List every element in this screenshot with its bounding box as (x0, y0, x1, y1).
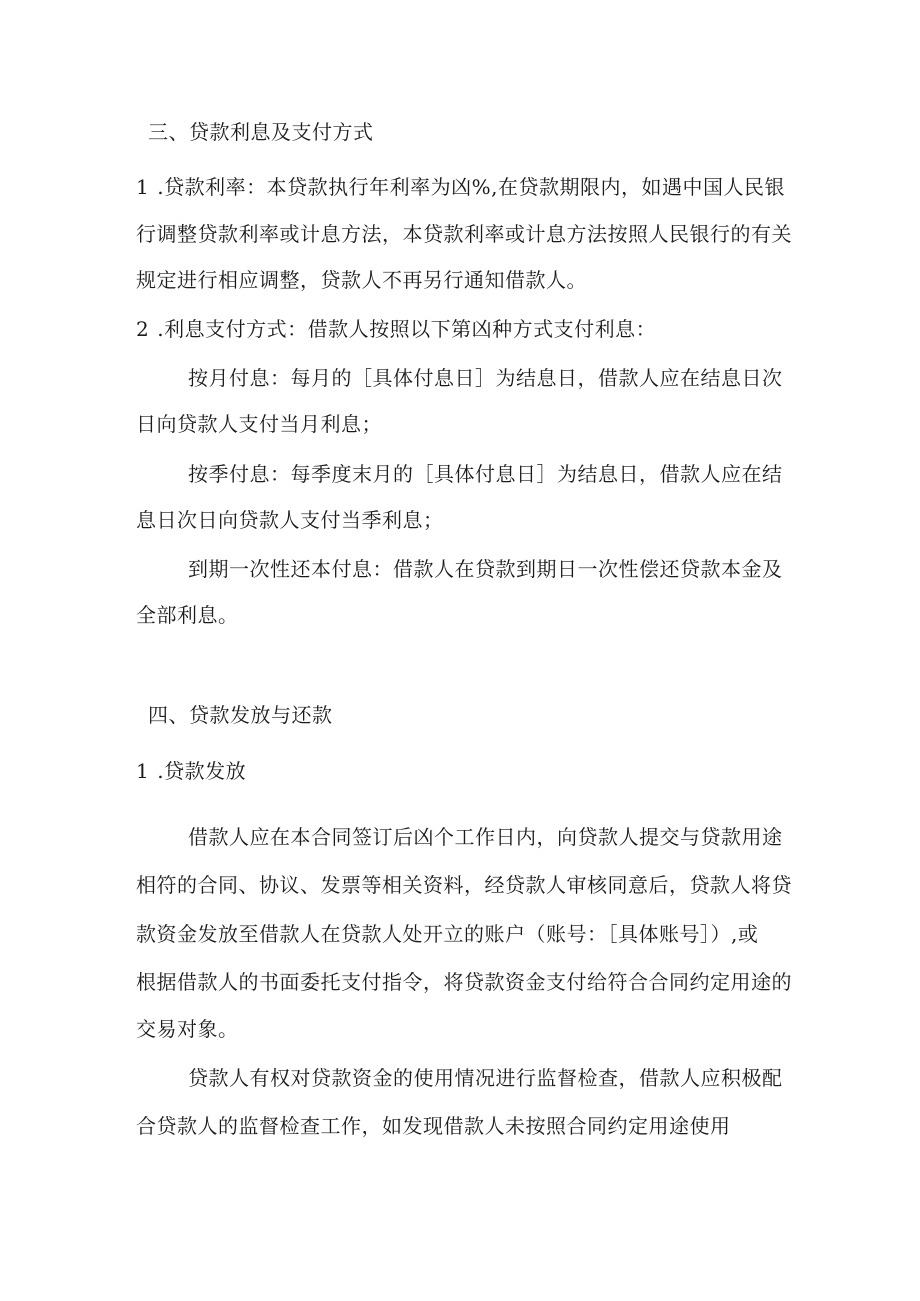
item-1-disbursement (136, 757, 246, 785)
paragraph-2-line-1: 贷款人有权对贷款资金的使用情况进行监督检查，借款人应积极配 (188, 1066, 783, 1090)
option-monthly-line-1: 按月付息：每月的［具体付息日］为结息日，借款人应在结息日次 (188, 366, 783, 390)
paragraph-1-line-5: 交易对象。 (136, 1017, 239, 1041)
paragraph-2-line-2: 合贷款人的监督检查工作，如发现借款人未按照合同约定用途使用 (136, 1114, 731, 1138)
paragraph-1-line-4: 根据借款人的书面委托支付指令，将贷款资金支付给符合合同约定用途的 (136, 970, 792, 994)
item-text: .贷款利率：本贷款执行年利率为凶%,在贷款期限内，如遇中国人民银 (157, 175, 785, 199)
paragraph-1-line-3: 款资金发放至借款人在贷款人处开立的账户（账号：［具体账号］）,或 (136, 922, 759, 946)
option-quarterly-line-1: 按季付息：每季度末月的［具体付息日］为结息日，借款人应在结 (188, 462, 783, 486)
item-1-interest-rate-line-3: 规定进行相应调整，贷款人不再另行通知借款人。 (136, 268, 587, 292)
item-number: 2 (136, 317, 150, 341)
item-text: .贷款发放 (157, 759, 247, 783)
item-1-interest-rate-line-2: 行调整贷款利率或计息方法，本贷款利率或计息方法按照人民银行的有关 (136, 222, 792, 246)
section-heading-interest: 三、贷款利息及支付方式 (148, 120, 374, 144)
item-number: 1 (136, 175, 150, 199)
option-maturity-line-1: 到期一次性还本付息：借款人在贷款到期日一次性偿还贷款本金及 (188, 557, 783, 581)
item-1-interest-rate-line-1 (136, 173, 785, 201)
section-heading-disbursement: 四、贷款发放与还款 (148, 703, 333, 727)
item-text: .利息支付方式：借款人按照以下第凶种方式支付利息： (157, 317, 657, 341)
option-maturity-line-2: 全部利息。 (136, 603, 239, 627)
option-monthly-line-2: 日向贷款人支付当月利息； (136, 412, 382, 436)
item-2-payment-method (136, 315, 656, 343)
paragraph-1-line-1: 借款人应在本合同签订后凶个工作日内，向贷款人提交与贷款用途 (188, 825, 783, 849)
paragraph-1-line-2: 相符的合同、协议、发票等相关资料，经贷款人审核同意后，贷款人将贷 (136, 873, 792, 897)
item-number: 1 (136, 759, 150, 783)
option-quarterly-line-2: 息日次日向贷款人支付当季利息； (136, 508, 444, 532)
